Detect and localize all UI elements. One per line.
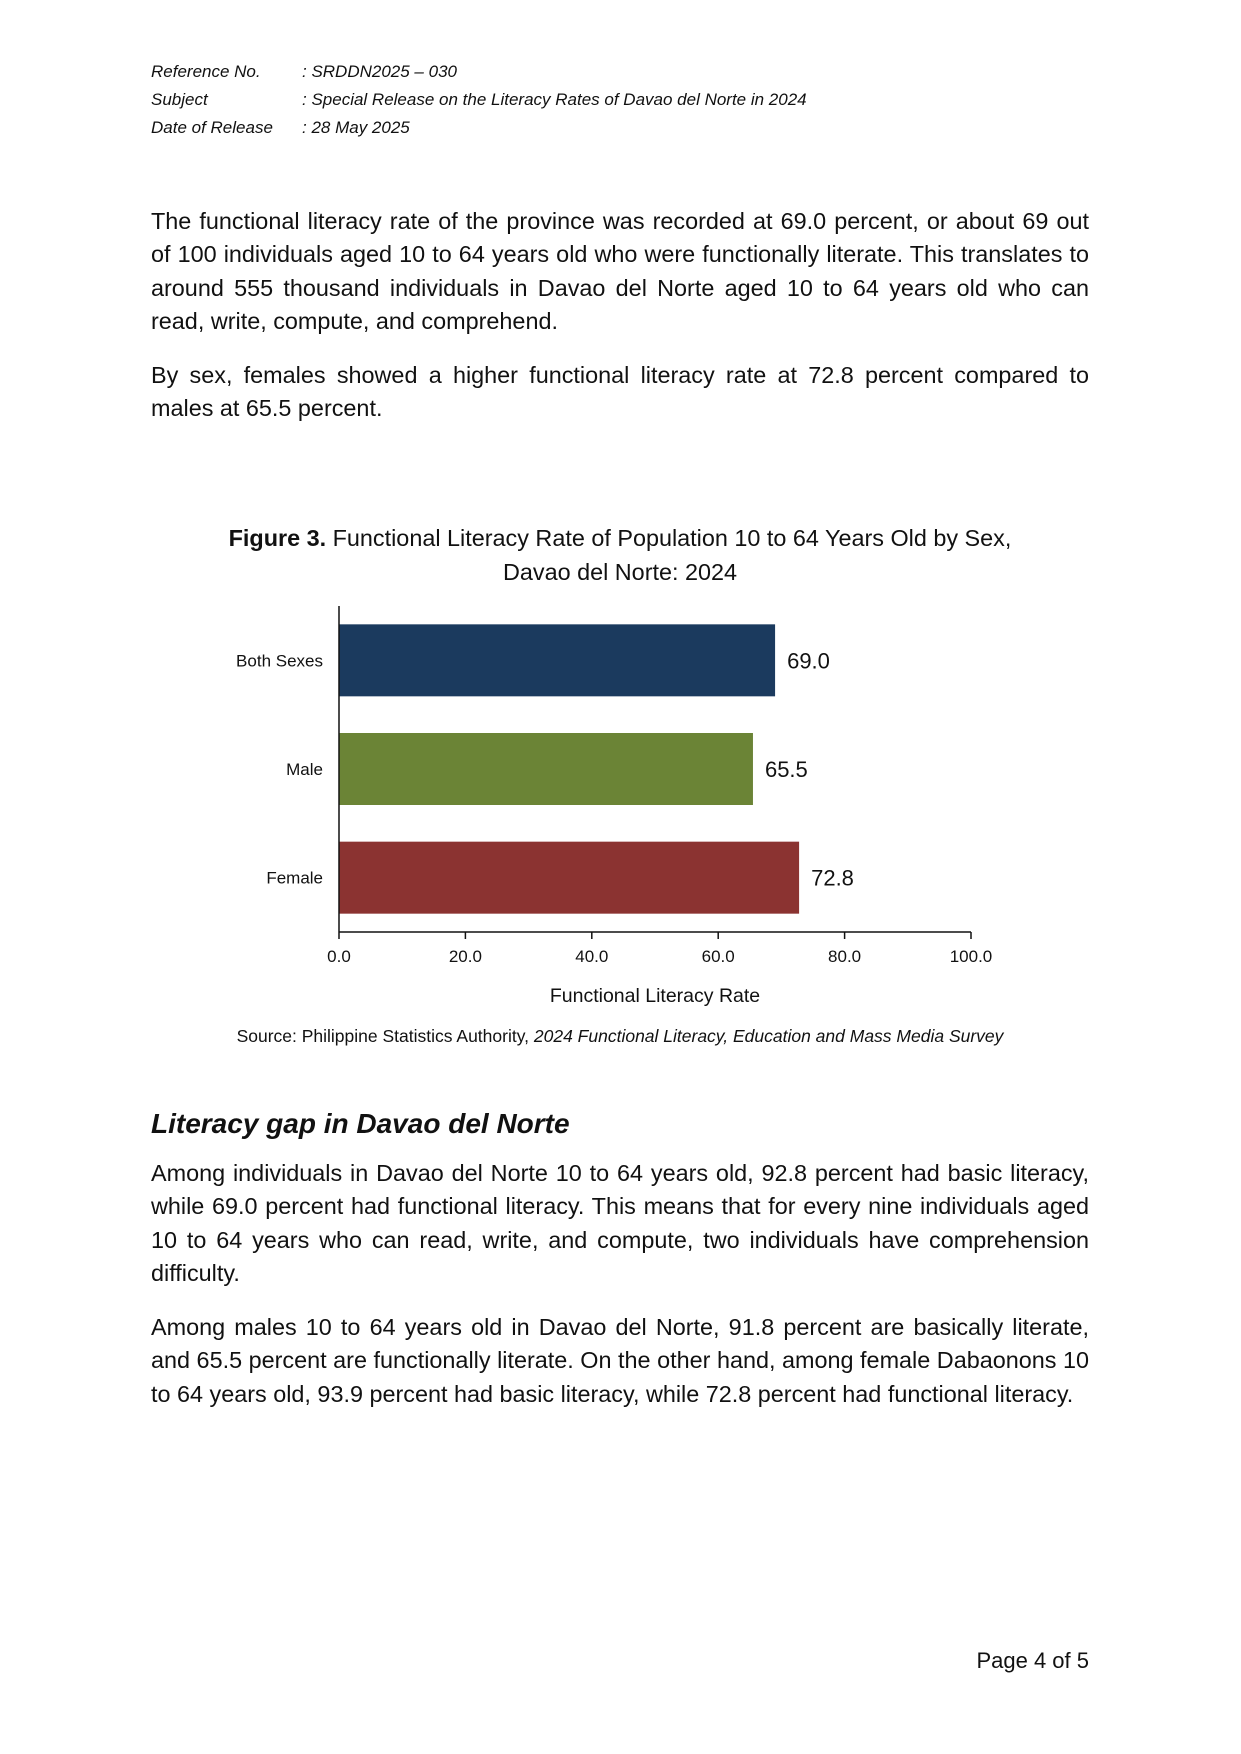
bar-2 <box>339 842 799 914</box>
subject-label: Subject <box>151 90 208 109</box>
data-label-2: 72.8 <box>811 865 854 891</box>
figure-label: Figure 3. <box>228 525 327 551</box>
paragraph-literacy-gap: Among individuals in Davao del Norte 10 to 64 years old, 92.8 percent had basic literacy, while 69.0 percent had functional literacy. This means that for every nine individuals aged 10 to 64 years who can read, write, and compute, two individuals have comprehension difficulty. <box>151 1160 1089 1287</box>
figure-title <box>151 522 1089 589</box>
paragraph-by-sex-gap: Among males 10 to 64 years old in Davao del Norte, 91.8 percent are basically literate, and 65.5 percent are functionally literate. On the other hand, among female Dabaonons 10 to 64 years old, 93.9 percent had basic literacy, while 72.8 percent had functional literacy. <box>151 1314 1089 1407</box>
x-tick-label-4: 80.0 <box>828 947 862 966</box>
x-tick-label-2: 40.0 <box>575 947 609 966</box>
date-label: Date of Release <box>151 118 273 137</box>
data-label-1: 65.5 <box>764 757 808 782</box>
category-label-2: Female <box>266 868 323 888</box>
figure-title-line2: Davao del Norte: 2024 <box>502 558 738 585</box>
x-tick-label-0: 0.0 <box>327 947 351 966</box>
data-label-0: 69.0 <box>787 648 830 674</box>
category-label-1: Male <box>286 760 323 779</box>
date-value: : 28 May 2025 <box>302 118 410 137</box>
document-header <box>151 58 807 142</box>
source-prefix: Source: Philippine Statistics Authority, <box>236 1026 534 1046</box>
x-tick-label-3: 60.0 <box>701 947 735 966</box>
category-label-0: Both Sexes <box>236 651 323 671</box>
paragraph-functional-literacy: The functional literacy rate of the province was recorded at 69.0 percent, or about 69 out of 100 individuals aged 10 to 64 years old who were functionally literate. This translates to around 555 thousand individuals in Davao del Norte aged 10 to 64 years old who can read, write, compute, and comprehend. <box>151 208 1089 335</box>
reference-label: Reference No. <box>151 62 261 81</box>
header-row-date <box>151 114 807 142</box>
source-survey-name: 2024 Functional Literacy, Education and Mass Media Survey <box>533 1026 1004 1046</box>
bar-0 <box>339 624 775 696</box>
functional-literacy-bar-chart <box>190 600 1010 1020</box>
reference-value: : SRDDN2025 – 030 <box>302 62 457 81</box>
x-tick-label-5: 100.0 <box>949 947 993 966</box>
paragraph-by-sex: By sex, females showed a higher functional literacy rate at 72.8 percent compared to males at 65.5 percent. <box>151 362 1089 422</box>
header-row-subject <box>151 86 807 114</box>
header-row-reference <box>151 58 807 86</box>
page-number: Page 4 of 5 <box>976 1648 1089 1673</box>
section-heading: Literacy gap in Davao del Norte <box>151 1108 570 1139</box>
subject-value: : Special Release on the Literacy Rates of Davao del Norte in 2024 <box>302 90 807 109</box>
x-tick-label-1: 20.0 <box>448 947 482 966</box>
x-axis-title: Functional Literacy Rate <box>549 985 761 1007</box>
figure-source <box>151 1026 1089 1047</box>
bar-1 <box>339 733 753 805</box>
figure-title-line1: Functional Literacy Rate of Population 10 to 64 Years Old by Sex, <box>326 525 1012 551</box>
